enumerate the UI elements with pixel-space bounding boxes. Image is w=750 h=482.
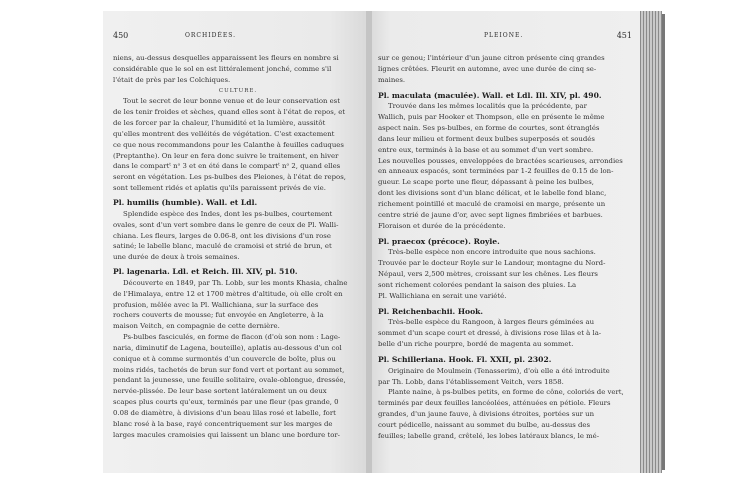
text-line: Splendide espèce des Indes, dont les ps-bulbes, courtement bbox=[123, 209, 333, 218]
text-line: ce que nous recommandons pour les Calanthe à feuilles caduques bbox=[113, 140, 344, 149]
text-line: 0.08 de diamètre, à divisions d'un beau lilas rosé et labelle, fort bbox=[113, 409, 336, 417]
text-line: nervée-plissée. De leur base sortent latéralement un ou deux bbox=[113, 387, 327, 396]
text-line: Népaul, vers 2,500 mètres, croissant sur les chênes. Les fleurs bbox=[378, 270, 598, 279]
text-line: maison Veitch, en compagnie de cette dernière. bbox=[113, 322, 280, 331]
species-heading: Pl. praecox (précoce). Royle. bbox=[378, 236, 500, 246]
text-line: grandes, d'un jaune fauve, à divisions étroites, portées sur un bbox=[378, 410, 595, 419]
book-edge-line bbox=[662, 14, 665, 470]
text-line: l'était de près par les Colchiques. bbox=[113, 75, 231, 84]
page-edges bbox=[640, 11, 662, 473]
text-line: considérable que le sol en est littéralement jonché, comme s'il bbox=[113, 64, 332, 73]
text-line: (Preptanthe). On leur en fera donc suivre le traitement, en hiver bbox=[113, 151, 339, 160]
left-running-title: ORCHIDÉES. bbox=[185, 32, 237, 39]
text-line: Très-belle espèce du Rangoon, à larges fleurs géminées au bbox=[388, 318, 595, 327]
text-line: terminés par deux feuilles lancéolées, atténuées en pétiole. Fleurs bbox=[378, 399, 611, 408]
text-line: niens, au-dessus desquelles apparaissent les fleurs en nombre si bbox=[113, 54, 339, 62]
text-line: Tout le secret de leur bonne venue et de leur conservation est bbox=[123, 97, 340, 106]
text-line: rochers couverts de mousse; fut envoyée en Angleterre, à la bbox=[113, 311, 324, 320]
text-line: richement pointillé et maculé de cramoisi en marge, présente un bbox=[378, 199, 606, 208]
text-line: sont tellement ridés et aplatis qu'ils paraissent privés de vie. bbox=[113, 184, 326, 193]
species-heading: Pl. maculata (maculée). Wall. et Ldl. Ill. XIV, pl. 490. bbox=[378, 90, 602, 100]
right-page-text bbox=[378, 53, 634, 442]
text-line: Les nouvelles pousses, enveloppées de bractées scarieuses, arrondies bbox=[378, 156, 623, 165]
text-line: larges macules cramoisies qui laissent un blanc une bordure tor- bbox=[113, 430, 340, 439]
text-line: de les tenir froides et sèches, quand elles sont à l'état de repos, et bbox=[113, 108, 346, 117]
text-line: qu'elles montrent des velléités de végétation. C'est exactement bbox=[113, 129, 335, 138]
text-line: aspect nain. Ses ps-bulbes, en forme de courtes, sont étranglés bbox=[378, 124, 600, 133]
text-line: par Th. Lobb, dans l'établissement Veitch, vers 1858. bbox=[378, 377, 564, 386]
text-line: Plante naine, à ps-bulbes petits, en forme de cône, coloriés de vert, bbox=[388, 388, 624, 397]
text-line: Pl. Wallichiana en serait une variété. bbox=[378, 291, 507, 300]
text-line: Trouvée par le docteur Royle sur le Landour, montagne du Nord- bbox=[378, 259, 606, 268]
text-line: sommet d'un scape court et dressé, à divisions rose lilas et à la- bbox=[378, 329, 602, 338]
text-line: blanc rosé à la base, rayé concentriquement sur les marges de bbox=[113, 419, 333, 428]
text-line: sont richement colorées pendant la saison des pluies. La bbox=[378, 280, 577, 289]
text-line: Trouvée dans les mêmes localités que la précédente, par bbox=[388, 102, 587, 111]
text-line: lignes crêtées. Fleurit en automne, avec une durée de cinq se- bbox=[378, 64, 597, 73]
text-line: belle d'un riche pourpre, bordé de magenta au sommet. bbox=[378, 340, 574, 349]
text-line: de l'Himalaya, entre 12 et 1700 mètres d'altitude, où elle croît en bbox=[113, 289, 343, 298]
text-line: pendant la jeunesse, une feuille solitaire, ovale-oblongue, dressée, bbox=[113, 376, 346, 385]
species-heading: Pl. Schilleriana. Hook. Fl. XXII, pl. 2302. bbox=[378, 354, 552, 364]
species-heading: Pl. humilis (humble). Wall. et Ldl. bbox=[113, 197, 258, 207]
species-heading: Pl. Reichenbachii. Hook. bbox=[378, 306, 484, 316]
text-line: seront en végétation. Les ps-bulbes des Pleiones, à l'état de repos, bbox=[113, 173, 346, 182]
right-running-title: PLEIONE. bbox=[484, 32, 524, 39]
text-line: Wallich, puis par Hooker et Thompson, elle en présente le même bbox=[378, 113, 605, 122]
text-line: satiné; le labelle blanc, maculé de cramoisi et strié de brun, et bbox=[113, 242, 332, 251]
text-line: chiana. Les fleurs, larges de 0.06-8, ont les divisions d'un rose bbox=[113, 231, 331, 240]
text-line: court pédicelle, naissant au sommet du bulbe, au-dessus des bbox=[378, 421, 591, 429]
text-line: dans le compartᵗ nᵒ 3 et en été dans le compartᵗ nᵒ 2, quand elles bbox=[113, 162, 341, 171]
text-line: gueur. Le scape porte une fleur, dépassant à peine les bulbes, bbox=[378, 178, 594, 187]
section-heading: CULTURE. bbox=[218, 87, 258, 94]
text-line: maines. bbox=[378, 75, 406, 84]
text-line: profusion, mêlée avec la Pl. Wallichiana, sur la surface des bbox=[113, 300, 319, 309]
text-line: feuilles; labelle grand, crêtelé, les lobes latéraux blancs, le mé- bbox=[378, 431, 600, 440]
left-page-number: 450 bbox=[113, 31, 129, 40]
book-gutter bbox=[366, 11, 372, 473]
left-page-text bbox=[113, 53, 363, 441]
species-heading: Pl. lagenaria. Ldl. et Reich. Ill. XIV, pl. 510. bbox=[113, 267, 298, 277]
text-line: de les forcer par la chaleur, l'humidité et la lumière, aussitôt bbox=[113, 119, 326, 128]
text-line: dont les divisions sont d'un blanc délicat, et le labelle fond blanc, bbox=[378, 189, 607, 198]
text-line: scapes plus courts qu'eux, terminés par une fleur (pas grande, 0 bbox=[113, 398, 339, 407]
right-page-number: 451 bbox=[616, 31, 632, 40]
text-line: Originaire de Moulmein (Tenasserim), d'où elle a été introduite bbox=[388, 366, 610, 375]
text-line: Floraison et durée de la précédente. bbox=[378, 221, 506, 230]
text-line: entre eux, terminés à la base et au sommet d'un vert sombre. bbox=[378, 145, 594, 154]
text-line: dans leur milieu et forment deux bulbes superposés et soudés bbox=[378, 134, 595, 143]
text-line: centre strié de jaune d'or, avec sept lignes fimbriées et barbues. bbox=[378, 210, 603, 219]
text-line: sur ce genou; l'intérieur d'un jaune citron présente cinq grandes bbox=[378, 54, 605, 62]
text-line: Ps-bulbes fasciculés, en forme de flacon (d'où son nom : Lage- bbox=[123, 333, 341, 342]
text-line: ovales, sont d'un vert sombre dans le genre de ceux de Pl. Walli- bbox=[113, 220, 339, 229]
text-line: une durée de deux à trois semaines. bbox=[113, 253, 240, 262]
text-line: moins ridés, tachetés de brun sur fond vert et portant au sommet, bbox=[113, 365, 345, 374]
text-line: Découverte en 1849, par Th. Lobb, sur les monts Khasia, chaîne bbox=[123, 278, 348, 287]
text-line: Très-belle espèce non encore introduite que nous sachions. bbox=[388, 248, 596, 257]
text-line: en anneaux espacés, sont terminées par 1-2 feuilles de 0.15 de lon- bbox=[378, 167, 614, 176]
text-line: naria, diminutif de Lagena, bouteille), aplatis au-dessous d'un col bbox=[113, 343, 342, 352]
text-line: conique et à comme surmontés d'un couvercle de boîte, plus ou bbox=[113, 354, 336, 363]
